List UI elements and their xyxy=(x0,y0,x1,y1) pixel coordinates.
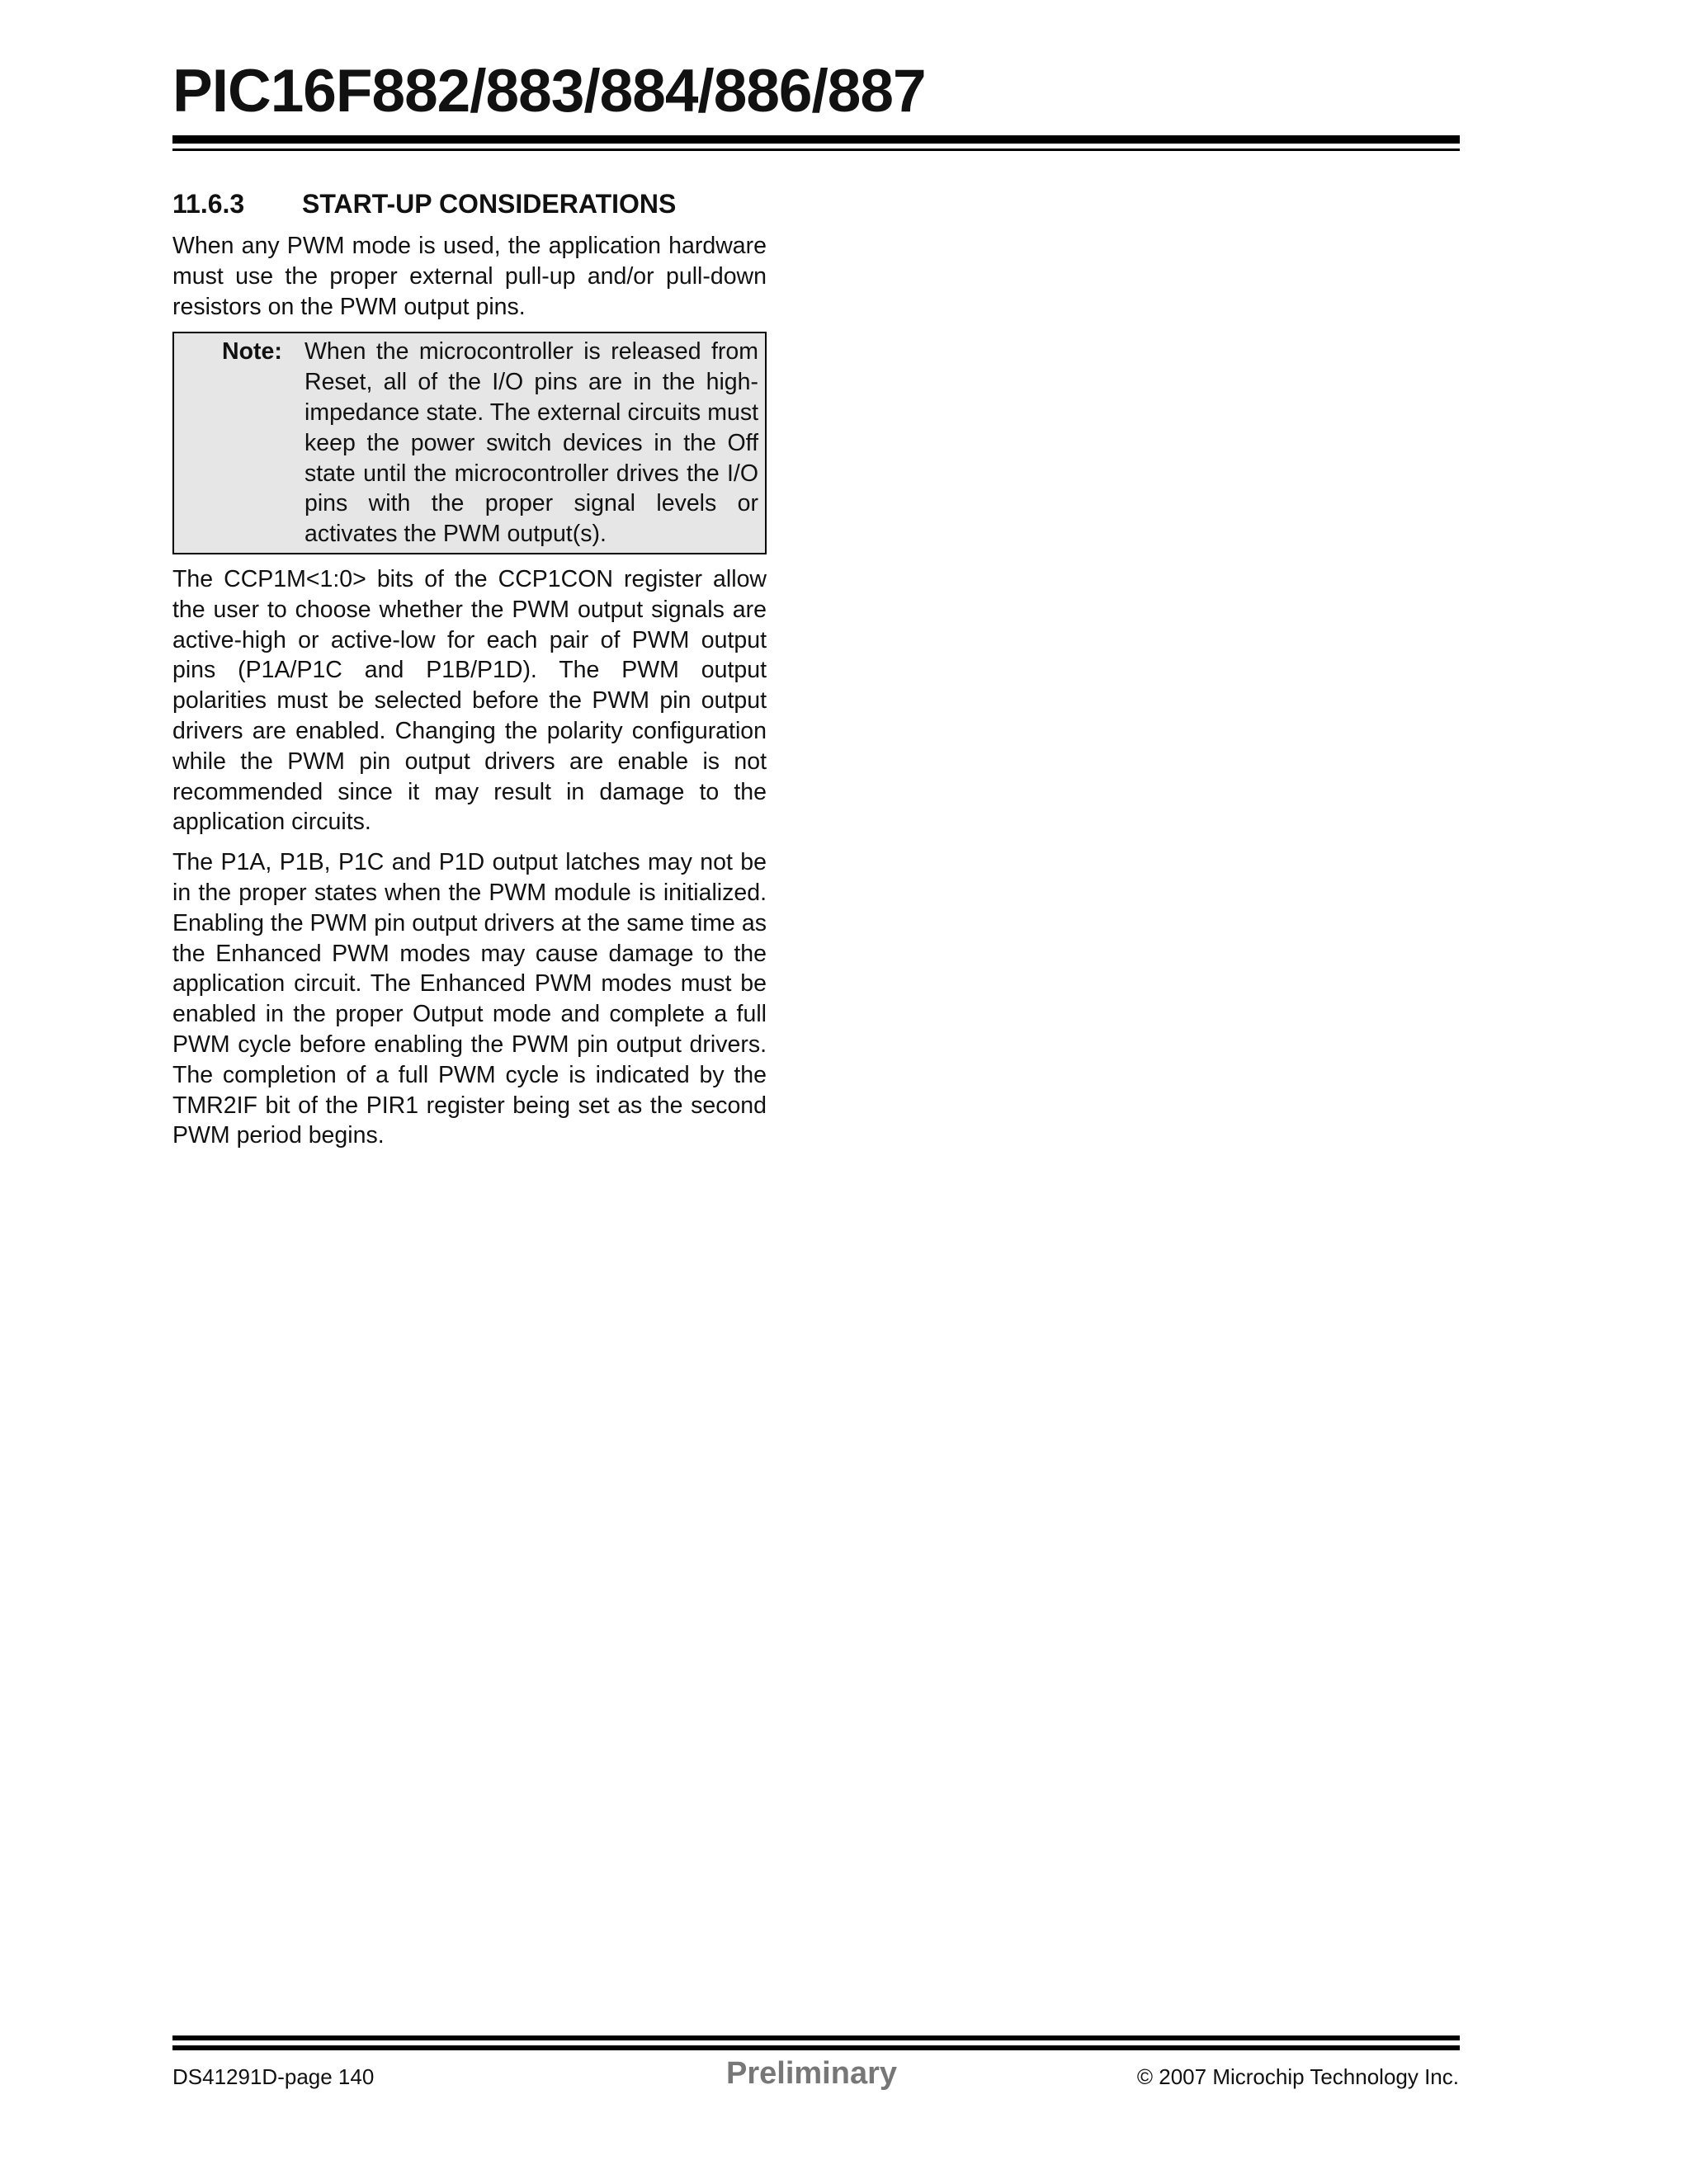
paragraph-output-latches: The P1A, P1B, P1C and P1D output latches may not be in the proper states when the PWM module is initialized. Enabling the PWM pin output drivers at the same time as the Enhanced PWM modes may cause damage to the application circuit. The Enhanced PWM modes must be enabled in the proper Output mode and complete a full PWM cycle before enabling the PWM pin output drivers. The completion of a full PWM cycle is indicated by the TMR2IF bit of the PIR1 register being set as the second PWM period begins. xyxy=(172,849,767,1149)
section-title: START-UP CONSIDERATIONS xyxy=(302,189,677,219)
note-text: When the microcontroller is released from Reset, all of the I/O pins are in the high-impedance state. The external circuits must keep the power switch devices in the Off state until the microcontroller drives the I/O pins with the proper signal levels or activates the PWM output(s). xyxy=(304,338,758,548)
section-number: 11.6.3 xyxy=(172,189,245,219)
footer-rule-top xyxy=(172,2035,1460,2040)
section-heading xyxy=(172,185,767,223)
left-column xyxy=(172,185,767,1161)
note-label-cell xyxy=(174,337,304,550)
header-rule-thick xyxy=(172,135,1460,144)
page-title: PIC16F882/883/884/886/887 xyxy=(172,58,926,125)
note-box xyxy=(172,332,767,554)
paragraph-polarity: The CCP1M<1:0> bits of the CCP1CON register allow the user to choose whether the PWM output signals are active-high or active-low for each pair of PWM output pins (P1A/P1C and P1B/P1D). The PWM output polarities must be selected before the PWM pin output drivers are enabled. Changing the polarity configuration while the PWM pin output drivers are enable is not recommended since it may result in damage to the application circuits. xyxy=(172,565,767,836)
paragraph-pull-resistors: When any PWM mode is used, the application hardware must use the proper external pull-up and/or pull-down resistors on the PWM output pins. xyxy=(172,233,767,320)
header-rule-thin xyxy=(172,149,1460,151)
footer-page-id: DS41291D-page 140 xyxy=(172,2064,375,2089)
note-label: Note: xyxy=(222,338,282,366)
footer-rule-bottom xyxy=(172,2045,1460,2050)
footer-copyright: © 2007 Microchip Technology Inc. xyxy=(1136,2064,1459,2089)
footer-status: Preliminary xyxy=(726,2056,897,2091)
